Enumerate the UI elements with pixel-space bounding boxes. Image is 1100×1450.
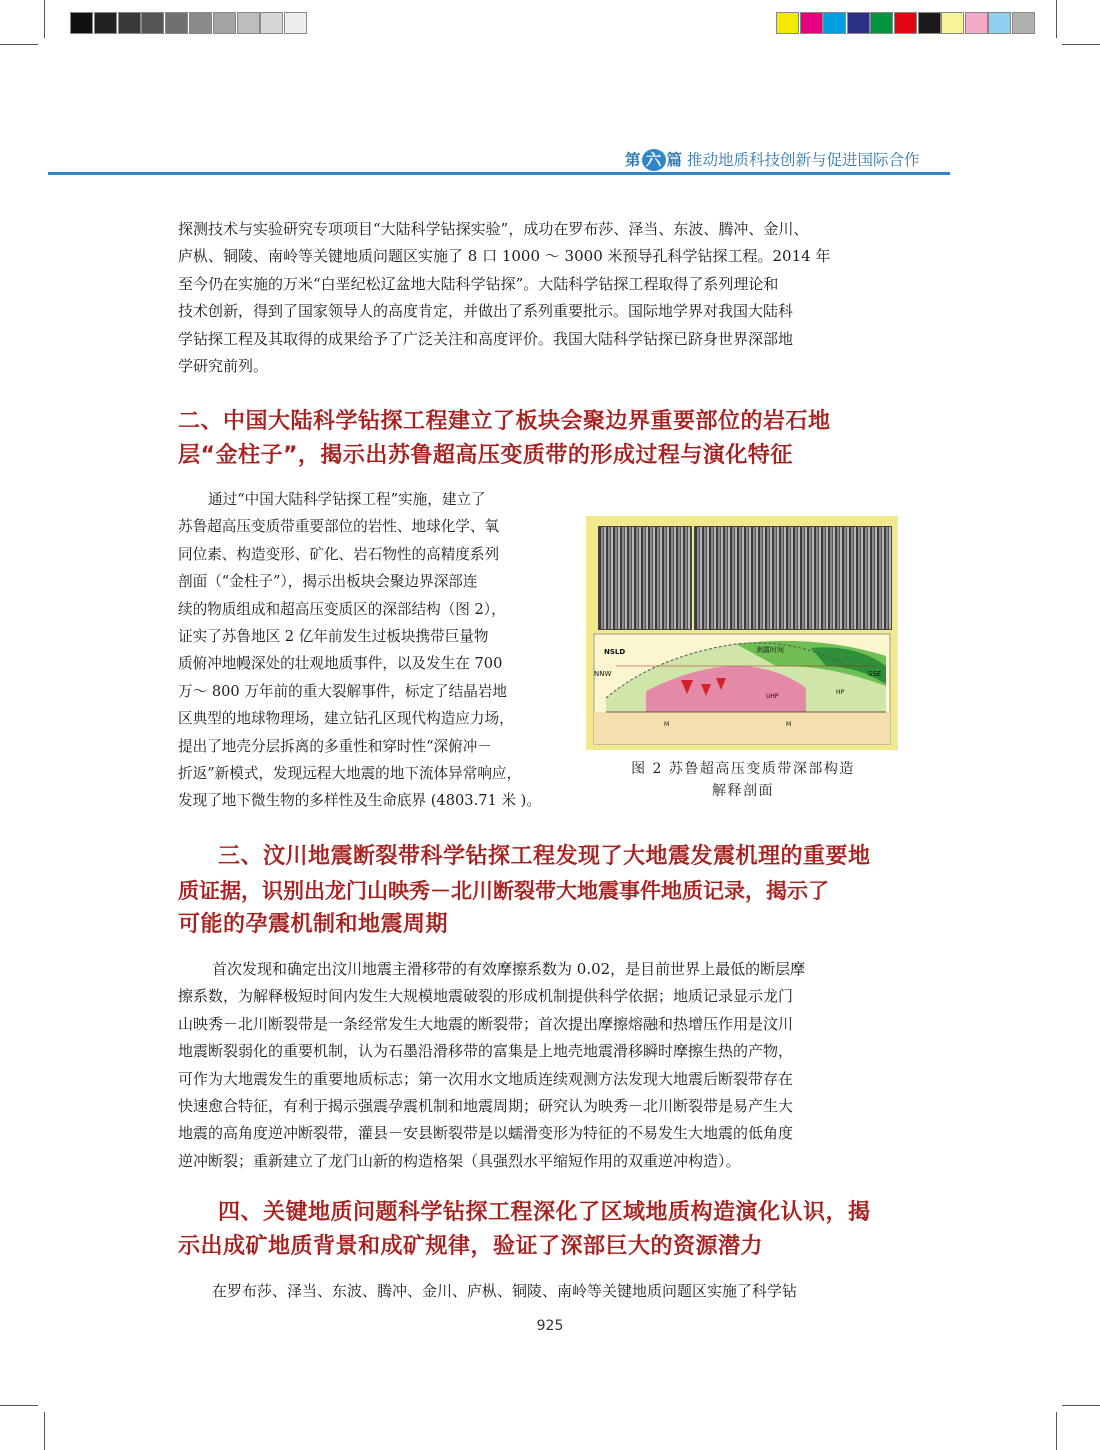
color-swatch — [847, 12, 870, 34]
color-swatch — [776, 12, 799, 34]
color-swatch — [894, 12, 917, 34]
gray-swatch — [118, 12, 141, 34]
label-sse: SSE — [868, 670, 882, 678]
text-line: 至今仍在实施的万米“白垩纪松辽盆地大陆科学钻探”。大陆科学钻探工程取得了系列理论和 — [178, 274, 779, 293]
label-hp: HP — [836, 689, 845, 696]
text-line: 证实了苏鲁地区 2 亿年前发生过板块携带巨量物 — [178, 628, 489, 646]
color-swatch — [800, 12, 823, 34]
heading-line: 二、中国大陆科学钻探工程建立了板块会聚边界重要部位的岩石地 — [178, 409, 831, 434]
caption-line: 图 2 苏鲁超高压变质带深部构造 — [631, 761, 855, 777]
section3-heading — [178, 840, 903, 942]
text-line: 逆冲断裂；重新建立了龙门山新的构造格架（具强烈水平缩短作用的双重逆冲构造）。 — [178, 1151, 741, 1170]
gray-swatch — [70, 12, 93, 34]
gray-swatch — [284, 12, 307, 34]
color-swatch — [941, 12, 964, 34]
text-line: 快速愈合特征，有利于揭示强震孕震机制和地震周期；研究认为映秀－北川断裂带是易产生大 — [178, 1097, 794, 1116]
text-line: 地震的高角度逆冲断裂带，灌县－安县断裂带是以蠕滑变形为特征的不易发生大地震的低角度 — [178, 1124, 794, 1143]
text-line: 庐枞、铜陵、南岭等关键地质问题区实施了 8 口 1000 ～ 3000 米预导孔科学钻探工程。2014 年 — [178, 247, 831, 266]
label-moho-right: M — [786, 721, 792, 728]
heading-line: 层“金柱子”，揭示出苏鲁超高压变质带的形成过程与演化特征 — [178, 443, 793, 468]
page-number: 925 — [536, 1318, 564, 1334]
text-line: 发现了地下微生物的多样性及生命底界 (4803.71 米 )。 — [178, 792, 541, 810]
crop-mark — [1062, 1405, 1100, 1406]
color-swatch — [1012, 12, 1035, 34]
text-line: 折返”新模式，发现远程大地震的地下流体异常响应， — [178, 765, 522, 783]
caption-line: 解释剖面 — [712, 783, 774, 799]
text-line: 质俯冲地幔深处的壮观地质事件，以及发生在 700 — [178, 655, 503, 673]
gray-swatch — [260, 12, 283, 34]
text-line: 擦系数，为解释极短时间内发生大规模地震破裂的形成机制提供科学依据；地质记录显示龙门 — [178, 987, 794, 1006]
crop-mark — [1056, 1412, 1057, 1450]
mantle-layer — [594, 712, 890, 744]
label-moho-left: M — [664, 721, 670, 728]
label-nsld: NSLD — [604, 648, 626, 656]
heading-line: 三、汶川地震断裂带科学钻探工程发现了大地震发震机理的重要地 — [218, 844, 871, 869]
text-line: 首次发现和确定出汶川地震主滑移带的有效摩擦系数为 0.02，是目前世界上最低的断层摩 — [212, 960, 806, 978]
text-line: 可作为大地震发生的重要地质标志；第一次用水文地质连续观测方法发现大地震后断裂带存在 — [178, 1069, 794, 1088]
color-swatch — [965, 12, 988, 34]
chapter-title: 推动地质科技创新与促进国际合作 — [686, 151, 920, 169]
text-line: 区典型的地球物理场，建立钻孔区现代构造应力场， — [178, 710, 514, 728]
header-rule — [48, 172, 950, 175]
text-line: 同位素、构造变形、矿化、岩石物性的高精度系列 — [178, 545, 500, 563]
chapter-suffix: 篇 — [666, 151, 683, 169]
text-line: 学研究前列。 — [178, 357, 269, 376]
text-line: 苏鲁超高压变质带重要部位的岩性、地球化学、氧 — [178, 518, 500, 536]
text-line: 地震断裂弱化的重要机制，认为石墨沿滑移带的富集是上地壳地震滑移瞬时摩擦生热的产物， — [178, 1042, 794, 1061]
running-header — [625, 148, 950, 172]
chapter-number-badge: 六 — [642, 149, 666, 171]
text-line: 探测技术与实验研究专项项目“大陆科学钻探实验”，成功在罗布莎、泽当、东波、腾冲、金川、 — [178, 220, 809, 238]
text-line: 续的物质组成和超高压变质区的深部结构（图 2）， — [178, 600, 506, 618]
heading-line: 可能的孕震机制和地震周期 — [178, 912, 449, 937]
text-line: 技术创新，得到了国家领导人的高度肯定，并做出了系列重要批示。国际地学界对我国大陆科 — [178, 302, 794, 321]
label-uplift-time: 剥露时间 — [756, 646, 784, 654]
gray-swatch — [94, 12, 117, 34]
section2-paragraph — [178, 486, 578, 815]
text-line: 通过“中国大陆科学钻探工程”实施，建立了 — [208, 491, 486, 508]
gray-swatch — [165, 12, 188, 34]
label-uhp: UHP — [766, 693, 779, 700]
color-swatch — [988, 12, 1011, 34]
text-line: 剖面（“金柱子”），揭示出板块会聚边界深部连 — [178, 573, 478, 591]
color-swatch — [918, 12, 941, 34]
section4-paragraph — [178, 1278, 900, 1305]
color-swatch — [870, 12, 893, 34]
geologic-cross-section — [586, 516, 898, 750]
gray-swatch — [141, 12, 164, 34]
chapter-prefix: 第 — [625, 151, 641, 169]
color-swatch — [823, 12, 846, 34]
gray-swatch — [213, 12, 236, 34]
text-line: 万～ 800 万年前的重大裂解事件，标定了结晶岩地 — [178, 682, 508, 700]
section4-heading — [178, 1196, 903, 1264]
text-line: 学钻探工程及其取得的成果给予了广泛关注和高度评价。我国大陆科学钻探已跻身世界深部地 — [178, 329, 794, 348]
heading-line: 示出成矿地质背景和成矿规律，验证了深部巨大的资源潜力 — [178, 1234, 764, 1259]
text-line: 提出了地壳分层拆离的多重性和穿时性“深俯冲－ — [178, 737, 492, 755]
crop-mark — [44, 0, 45, 38]
section3-paragraph — [178, 956, 900, 1175]
label-nnw: NNW — [594, 670, 612, 678]
crop-mark — [0, 1405, 38, 1406]
gray-swatch — [189, 12, 212, 34]
section2-heading — [178, 405, 903, 473]
crop-mark — [0, 44, 38, 45]
heading-line: 四、关键地质问题科学钻探工程深化了区域地质构造演化认识，揭 — [218, 1200, 871, 1225]
crop-mark — [1062, 44, 1100, 45]
figure-caption — [612, 758, 874, 802]
crop-mark — [44, 1412, 45, 1450]
text-line: 在罗布莎、泽当、东波、腾冲、金川、庐枞、铜陵、南岭等关键地质问题区实施了科学钻 — [212, 1282, 798, 1300]
intro-paragraph — [178, 216, 900, 380]
crop-mark — [1056, 0, 1057, 38]
gray-swatch — [237, 12, 260, 34]
heading-line: 质证据，识别出龙门山映秀－北川断裂带大地震事件地质记录，揭示了 — [178, 879, 829, 903]
figure-2-image — [586, 516, 898, 750]
text-line: 山映秀－北川断裂带是一条经常发生大地震的断裂带；首次提出摩擦熔融和热增压作用是汶川 — [178, 1014, 794, 1033]
